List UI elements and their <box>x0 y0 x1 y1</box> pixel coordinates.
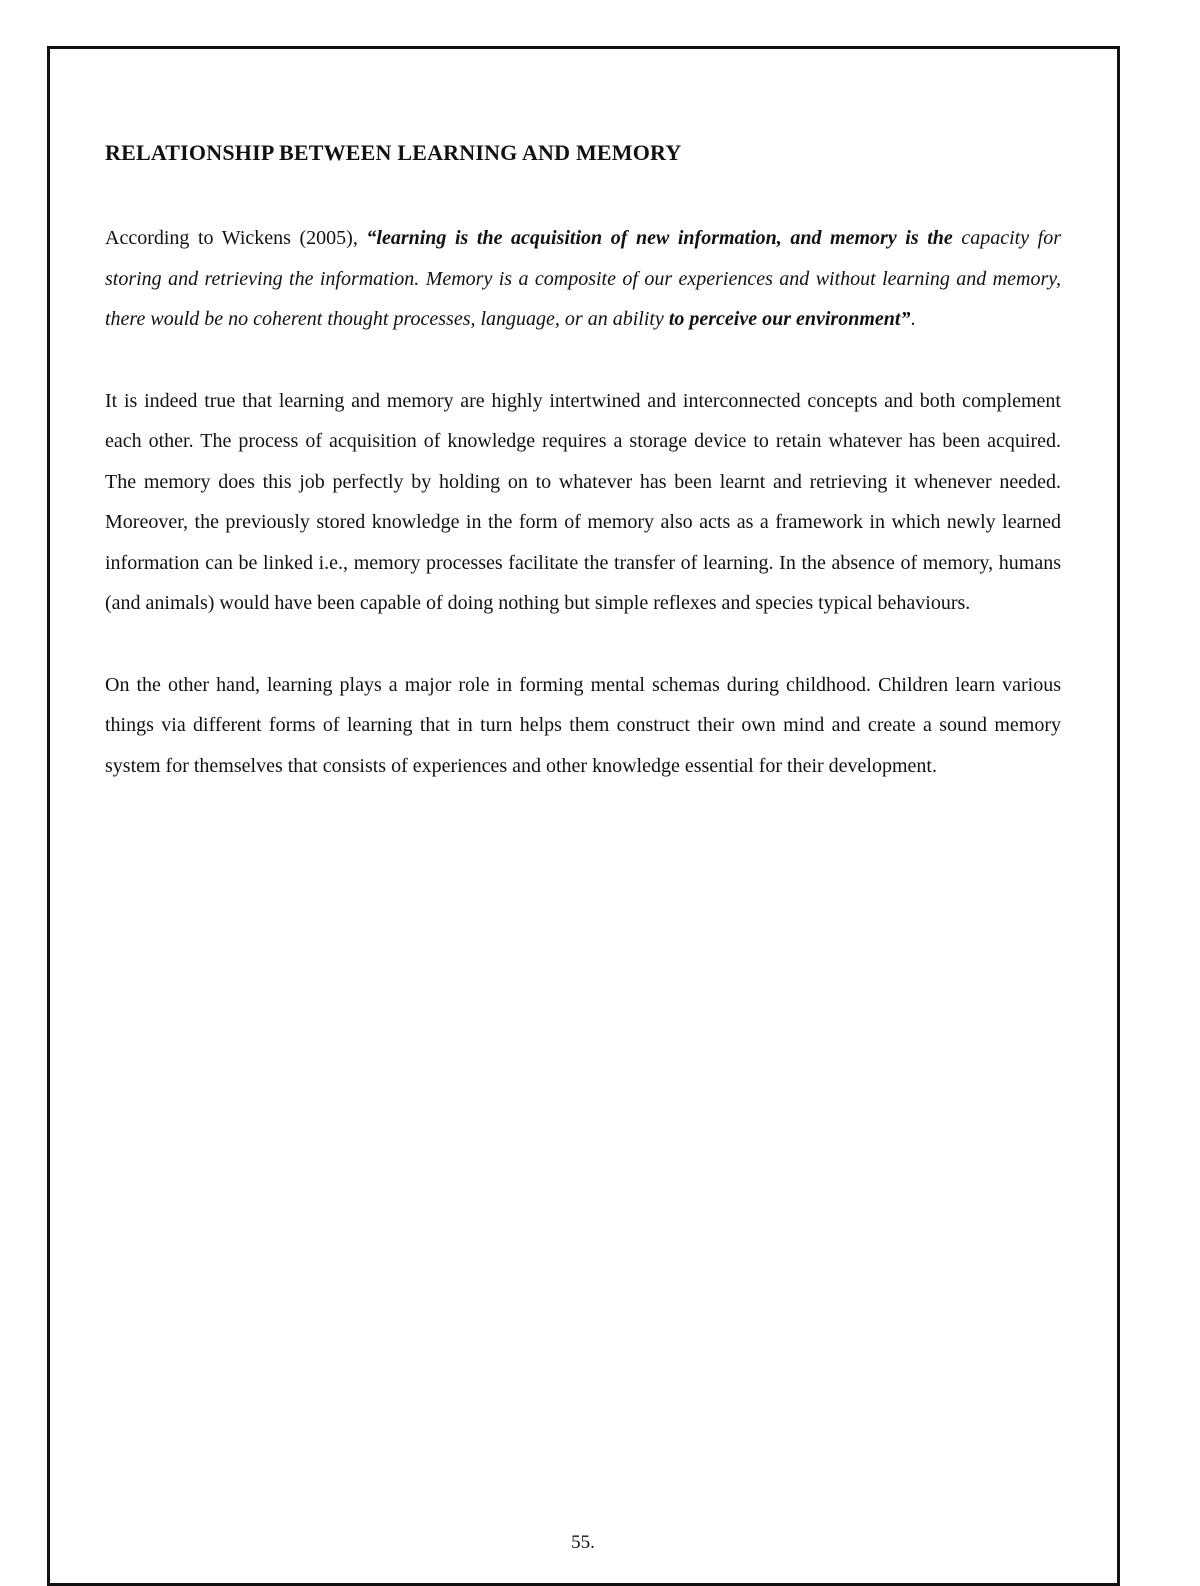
quote-bold-start: “learning is the acquisition of new information, and memory is the <box>366 227 953 249</box>
quote-italic-middle: capacity for storing and retrieving the information. Memory is a composite of our experiences and without learning and memory, there would be no coherent thought processes, language, or an ability <box>105 227 1061 330</box>
page-number: 55. <box>571 1532 595 1553</box>
paragraph-mental-schemas: On the other hand, learning plays a major role in forming mental schemas during childhood. Children learn various things via different forms of learning that in turn helps them construct their own mind and create a sound memory system for themselves that consists of experiences and other knowledge essential for their development. <box>105 673 1061 777</box>
section-heading: RELATIONSHIP BETWEEN LEARNING AND MEMORY <box>105 140 682 165</box>
quote-intro: According to Wickens (2005), <box>105 227 367 249</box>
paragraph-wickens-quote <box>105 218 1061 340</box>
quote-end-punctuation: . <box>910 308 916 330</box>
quote-bold-end: to perceive our environment” <box>668 308 911 330</box>
paragraph-intertwined: It is indeed true that learning and memory are highly intertwined and interconnected concepts and both complement each other. The process of acquisition of knowledge requires a storage device to retain whatever has been acquired. The memory does this job perfectly by holding on to whatever has been learnt and retrieving it whenever needed. Moreover, the previously stored knowledge in the form of memory also acts as a framework in which newly learned information can be linked i.e., memory processes facilitate the transfer of learning. In the absence of memory, humans (and animals) would have been capable of doing nothing but simple reflexes and species typical behaviours. <box>105 389 1061 614</box>
document-body <box>105 140 1061 827</box>
